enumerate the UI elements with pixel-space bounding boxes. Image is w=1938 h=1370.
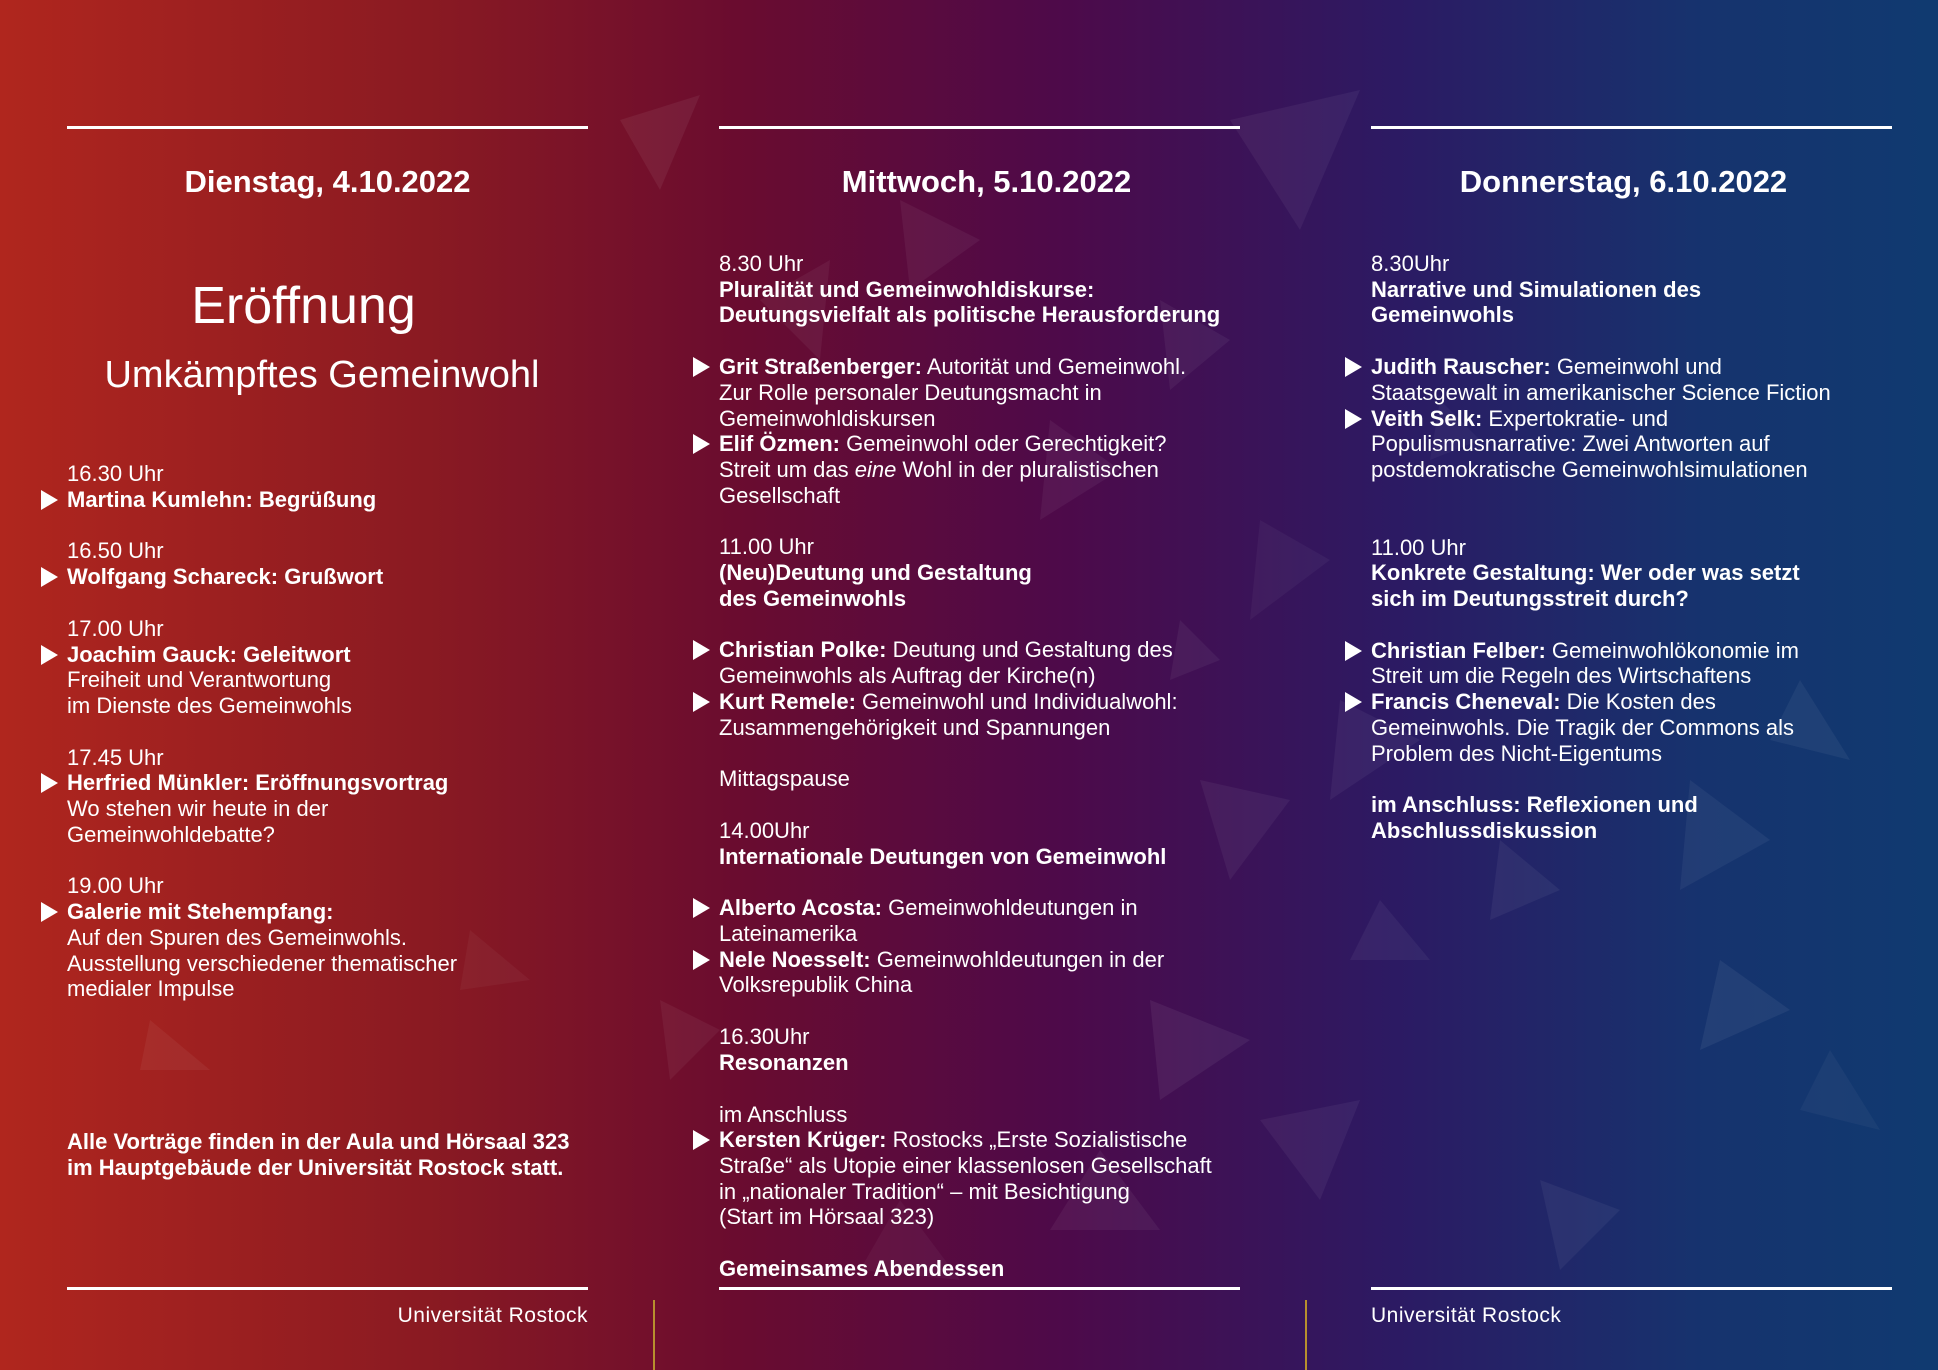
talk-text: postdemokratische Gemeinwohlsimulationen: [1371, 456, 1808, 482]
talk-text: Zur Rolle personaler Deutungsmacht in: [719, 379, 1102, 405]
tuesday-schedule: [67, 461, 607, 1002]
opening-title: Eröffnung: [191, 277, 416, 335]
bottom-rule: [67, 1287, 588, 1290]
talk-item: Kurt Remele: Gemeinwohl und Individualwohl:: [719, 689, 1259, 715]
session-text: Ausstellung verschiedener thematischer: [67, 950, 458, 976]
talk-text: Gemeinwohldiskursen: [719, 405, 936, 431]
talk-item: Veith Selk: Expertokratie- und: [1371, 406, 1911, 432]
session-heading: sich im Deutungsstreit durch?: [1371, 586, 1689, 612]
triangle-bullet-icon: [1345, 641, 1362, 661]
talk-item: Alberto Acosta: Gemeinwohldeutungen in: [719, 895, 1259, 921]
fold-line: [1305, 1300, 1307, 1370]
wednesday-schedule: [719, 251, 1259, 1282]
session-time: 16.30Uhr: [719, 1024, 810, 1050]
triangle-bullet-icon: [693, 357, 710, 377]
triangle-bullet-icon: [41, 567, 58, 587]
session-time: 8.30Uhr: [1371, 251, 1450, 276]
session-heading: Konkrete Gestaltung: Wer oder was setzt: [1371, 560, 1800, 586]
session-text: Freiheit und Verantwortung: [67, 667, 332, 693]
session-time: 11.00 Uhr: [1371, 534, 1466, 560]
day-heading: Dienstag, 4.10.2022: [184, 164, 471, 199]
session-time: 11.00 Uhr: [719, 534, 814, 560]
venue-note-line: Alle Vorträge finden in der Aula und Hörsaal 323: [67, 1129, 570, 1154]
triangle-bullet-icon: [693, 692, 710, 712]
triangle-bullet-icon: [41, 773, 58, 793]
session-heading: Internationale Deutungen von Gemeinwohl: [719, 843, 1167, 869]
triangle-bullet-icon: [1345, 357, 1362, 377]
talk-item: Judith Rauscher: Gemeinwohl und: [1371, 354, 1911, 380]
session-time: 19.00 Uhr: [67, 873, 164, 899]
session-text: im Dienste des Gemeinwohls: [67, 692, 352, 718]
talk-text: Zusammengehörigkeit und Spannungen: [719, 714, 1111, 740]
talk-text: Streit um das eine Wohl in der pluralistischen: [719, 456, 1159, 482]
session-time: 14.00Uhr: [719, 817, 810, 843]
talk-text: Gesellschaft: [719, 482, 841, 508]
top-rule: [67, 126, 588, 129]
triangle-bullet-icon: [1345, 692, 1362, 712]
session-text: Auf den Spuren des Gemeinwohls.: [67, 924, 407, 950]
talk-item: Christian Polke: Deutung und Gestaltung des: [719, 637, 1259, 663]
session-time: 16.50 Uhr: [67, 538, 164, 564]
top-rule: [1371, 126, 1892, 129]
dinner-note: Gemeinsames Abendessen: [719, 1256, 1005, 1282]
talk-text: Populismusnarrative: Zwei Antworten auf: [1371, 431, 1770, 457]
after-note: im Anschluss: [719, 1101, 848, 1127]
venue-note: [67, 1129, 627, 1180]
triangle-bullet-icon: [693, 1130, 710, 1150]
talk-text: Gemeinwohls als Auftrag der Kirche(n): [719, 663, 1096, 689]
session-heading: Gemeinwohls: [1371, 302, 1515, 328]
triangle-bullet-icon: [41, 490, 58, 510]
bottom-rule: [719, 1287, 1240, 1290]
triangle-bullet-icon: [41, 645, 58, 665]
session-title: Joachim Gauck: Geleitwort: [67, 642, 607, 668]
talk-text: Straße“ als Utopie einer klassenlosen Gesellschaft: [719, 1152, 1212, 1178]
fold-line: [653, 1300, 655, 1370]
talk-item: Kersten Krüger: Rostocks „Erste Sozialistische: [719, 1127, 1259, 1153]
footer-university: Universität Rostock: [1371, 1304, 1562, 1327]
top-rule: [719, 126, 1240, 129]
triangle-bullet-icon: [693, 640, 710, 660]
talk-text: Volksrepublik China: [719, 972, 913, 998]
session-text: medialer Impulse: [67, 976, 235, 1002]
talk-item: Nele Noesselt: Gemeinwohldeutungen in der: [719, 947, 1259, 973]
session-time: 17.00 Uhr: [67, 615, 164, 641]
talk-item: Christian Felber: Gemeinwohlökonomie im: [1371, 638, 1911, 664]
talk-item: Grit Straßenberger: Autorität und Gemeinwohl.: [719, 354, 1259, 380]
venue-note-line: im Hauptgebäude der Universität Rostock statt.: [67, 1154, 564, 1180]
triangle-bullet-icon: [1345, 409, 1362, 429]
talk-item: Elif Özmen: Gemeinwohl oder Gerechtigkeit?: [719, 431, 1259, 457]
session-title: Martina Kumlehn: Begrüßung: [67, 487, 607, 513]
day-heading: Mittwoch, 5.10.2022: [841, 164, 1132, 199]
session-heading: Narrative und Simulationen des: [1371, 276, 1702, 302]
session-heading: Deutungsvielfalt als politische Herausforderung: [719, 302, 1221, 328]
talk-item: Francis Cheneval: Die Kosten des: [1371, 689, 1911, 715]
talk-text: (Start im Hörsaal 323): [719, 1204, 935, 1230]
session-heading: Resonanzen: [719, 1049, 849, 1075]
closing-discussion: Abschlussdiskussion: [1371, 817, 1598, 843]
lunch-break: Mittagspause: [719, 766, 850, 792]
session-text: Gemeinwohldebatte?: [67, 821, 275, 847]
session-heading: des Gemeinwohls: [719, 585, 907, 611]
talk-text: Gemeinwohls. Die Tragik der Commons als: [1371, 714, 1795, 740]
session-heading: Pluralität und Gemeinwohldiskurse:: [719, 276, 1095, 302]
day-heading: Donnerstag, 6.10.2022: [1459, 164, 1788, 199]
footer-university: Universität Rostock: [397, 1304, 588, 1327]
talk-text: Lateinamerika: [719, 921, 858, 947]
session-time: 17.45 Uhr: [67, 744, 164, 770]
talk-text: Problem des Nicht-Eigentums: [1371, 740, 1663, 766]
talk-text: Streit um die Regeln des Wirtschaftens: [1371, 663, 1752, 689]
talk-text: Staatsgewalt in amerikanischer Science Fiction: [1371, 379, 1831, 405]
session-title: Galerie mit Stehempfang:: [67, 899, 607, 925]
triangle-bullet-icon: [693, 434, 710, 454]
session-time: 16.30 Uhr: [67, 461, 164, 486]
session-title: Wolfgang Schareck: Grußwort: [67, 564, 607, 590]
talk-text: in „nationaler Tradition“ – mit Besichtigung: [719, 1178, 1130, 1204]
closing-discussion: im Anschluss: Reflexionen und: [1371, 792, 1698, 818]
bottom-rule: [1371, 1287, 1892, 1290]
thursday-schedule: [1371, 251, 1911, 844]
session-title: Herfried Münkler: Eröffnungsvortrag: [67, 770, 607, 796]
opening-subtitle: Umkämpftes Gemeinwohl: [104, 354, 540, 396]
session-heading: (Neu)Deutung und Gestaltung: [719, 560, 1032, 586]
session-text: Wo stehen wir heute in der: [67, 796, 329, 822]
triangle-bullet-icon: [693, 950, 710, 970]
session-time: 8.30 Uhr: [719, 251, 804, 276]
triangle-bullet-icon: [41, 902, 58, 922]
triangle-bullet-icon: [693, 898, 710, 918]
